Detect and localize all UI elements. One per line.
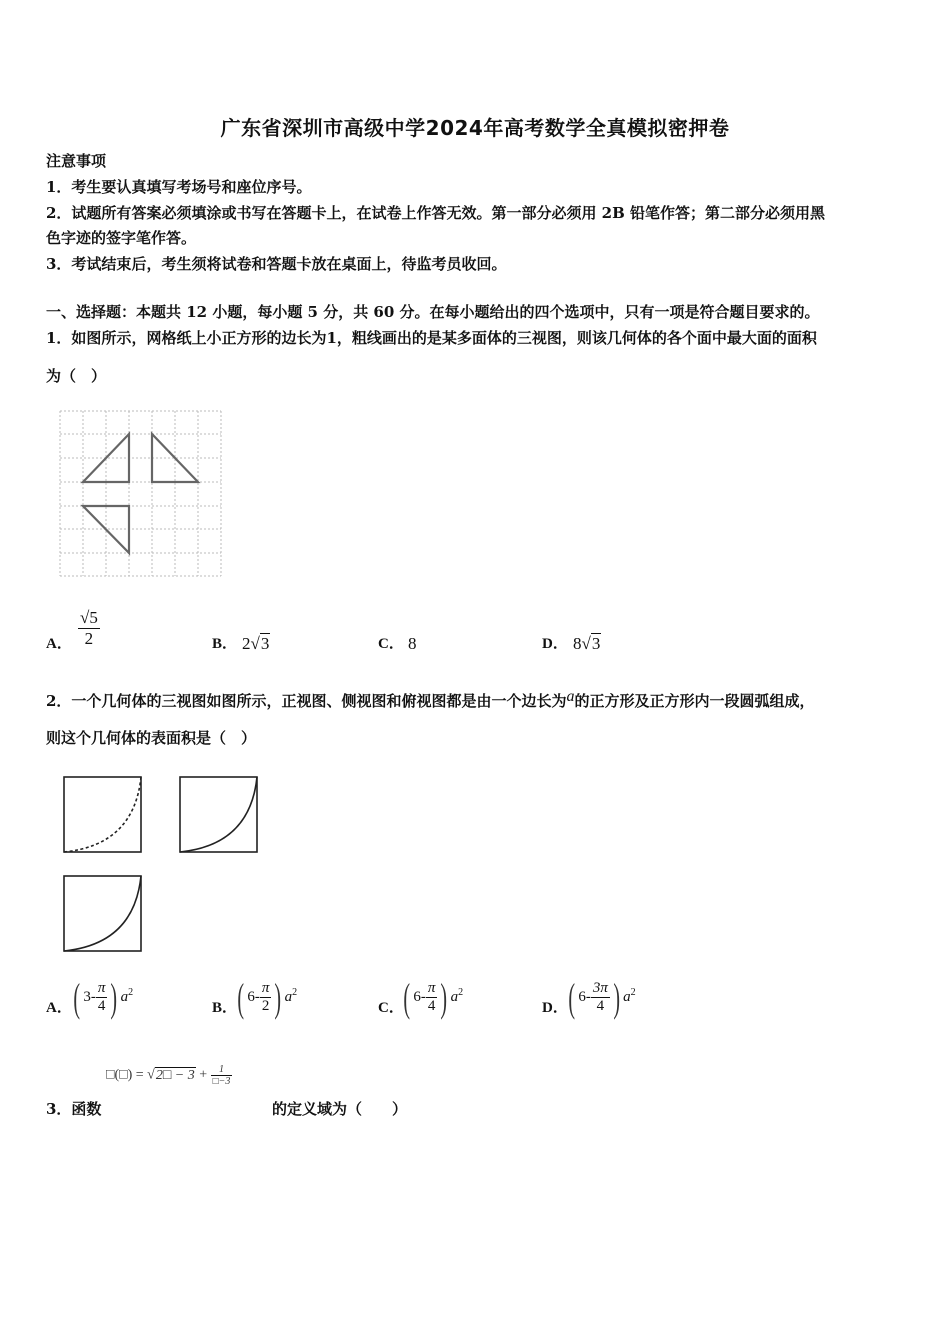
notice-item: 2．试题所有答案必须填涂或书写在答题卡上，在试卷上作答无效。第一部分必须用 2B 铅笔作答；第二部分必须用黑	[46, 204, 826, 222]
q2-three-view-figure	[58, 772, 268, 954]
page-title: 广东省深圳市高级中学2024年高考数学全真模拟密押卷	[220, 116, 730, 140]
notice-item: 色字迹的签字笔作答。	[46, 229, 197, 247]
q2-option-a-label: A．	[46, 1000, 72, 1016]
q2-stem-end: 则这个几何体的表面积是（ ）	[46, 729, 257, 747]
q2-option-d-label: D．	[542, 1000, 568, 1016]
q3-function-formula: □(□) = √2□ − 3 + $\frac{1}{□-3}$	[106, 1064, 231, 1087]
q1-option-b-value: 2√3	[242, 634, 270, 653]
notice-heading: 注意事项	[46, 152, 107, 170]
q1-three-view-figure	[56, 408, 226, 580]
q2-stem: 2．一个几何体的三视图如图所示，正视图、侧视图和俯视图都是由一个边长为a的正方形及正方形内一段圆弧组成，	[46, 688, 815, 710]
q1-stem: 1．如图所示，网格纸上小正方形的边长为1，粗线画出的是某多面体的三视图，则该几何体的各个面中最大面的面积	[46, 329, 817, 347]
q1-option-d-label: D．	[542, 636, 568, 652]
q3-stem-prefix: 3．函数	[46, 1100, 102, 1118]
q2-option-b-value: ( 6- $\frac{\pi}{2}$ ) $a^2$	[237, 975, 298, 1020]
q1-option-c-value: 8	[408, 634, 417, 653]
q2-option-d-value: ( 6- $\frac{3\pi}{4}$ ) $a^2$	[568, 975, 636, 1020]
q2-option-c-value: ( 6- $\frac{\pi}{4}$ ) $a^2$	[403, 975, 464, 1020]
q1-option-a-value: $\frac{√5}{2}$	[80, 608, 98, 648]
notice-item: 1．考生要认真填写考场号和座位序号。	[46, 178, 312, 196]
q1-option-b-label: B．	[212, 636, 238, 652]
section-heading: 一、选择题：本题共 12 小题，每小题 5 分，共 60 分。在每小题给出的四个选项中，只有一项是符合题目要求的。	[46, 303, 820, 321]
q2-option-b-label: B．	[212, 1000, 238, 1016]
q2-option-a-value: ( 3- $\frac{\pi}{4}$ ) $a^2$	[73, 975, 134, 1020]
q3-stem-suffix: 的定义域为（ ）	[272, 1100, 408, 1118]
notice-item: 3．考试结束后，考生须将试卷和答题卡放在桌面上，待监考员收回。	[46, 255, 507, 273]
q1-option-d-value: 8√3	[573, 634, 601, 653]
q1-stem-end: 为（ ）	[46, 367, 107, 385]
q1-option-a-label: A．	[46, 636, 72, 652]
q1-option-c-label: C．	[378, 636, 404, 652]
q2-option-c-label: C．	[378, 1000, 404, 1016]
